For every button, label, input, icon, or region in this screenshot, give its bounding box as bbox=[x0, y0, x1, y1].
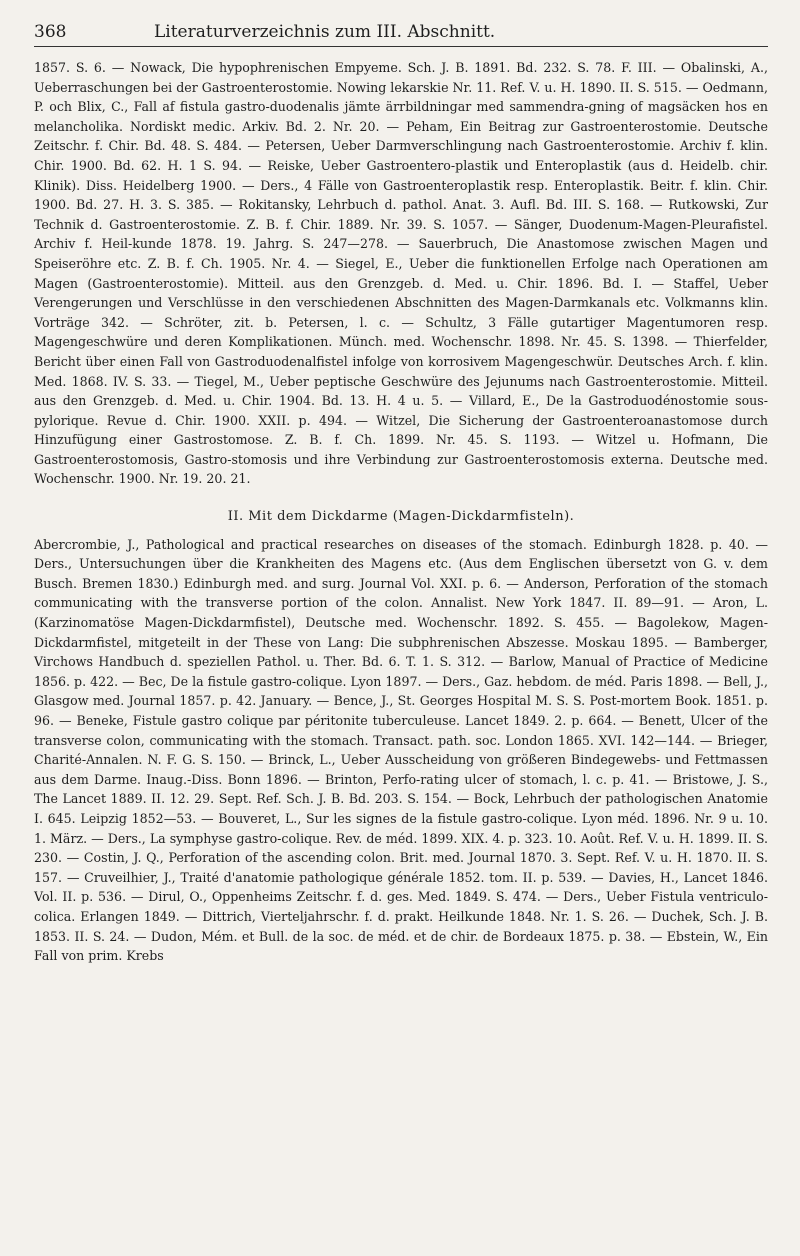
running-title: Literaturverzeichnis zum III. Abschnitt. bbox=[154, 22, 496, 42]
page-header bbox=[34, 16, 768, 47]
bibliography-paragraph-2: Abercrombie, J., Pathological and practical researches on diseases of the stomach. Edinburgh 1828. p. 40. — Ders., Untersuchungen über die Krankheiten des Magens etc. (Aus dem Englischen übersetzt von G. v. dem Busch. Bremen 1830.) Edinburgh med. and surg. Journal Vol. XXI. p. 6. — Anderson, Perforation of the stomach communicating with the transverse portion of the colon. Annalist. New York 1847. II. 89—91. — Aron, L. (Karzinomatöse Magen-Dickdarmfistel), Deutsche med. Wochenschr. 1892. S. 455. — Bagolekow, Magen-Dickdarmfistel, mitgeteilt in der These von Lang: Die subphrenischen Abszesse. Moskau 1895. — Bamberger, Virchows Handbuch d. speziellen Pathol. u. Ther. Bd. 6. T. 1. S. 312. — Barlow, Manual of Practice of Medicine 1856. p. 422. — Bec, De la fistule gastro-colique. Lyon 1897. — Ders., Gaz. hebdom. de méd. Paris 1898. — Bell, J., Glasgow med. Journal 1857. p. 42. January. — Bence, J., St. Georges Hospital M. S. S. Post-mortem Book. 1851. p. 96. — Beneke, Fistule gastro colique par péritonite tuberculeuse. Lancet 1849. 2. p. 664. — Benett, Ulcer of the transverse colon, communicating with the stomach. Transact. path. soc. London 1865. XVI. 142—144. — Brieger, Charité-Annalen. N. F. G. S. 150. — Brinck, L., Ueber Ausscheidung von größeren Bindegewebs- und Fettmassen aus dem Darme. Inaug.-Diss. Bonn 1896. — Brinton, Perfo-rating ulcer of stomach, l. c. p. 41. — Bristowe, J. S., The Lancet 1889. II. 12. 29. Sept. Ref. Sch. J. B. Bd. 203. S. 154. — Bock, Lehrbuch der pathologischen Anatomie I. 645. Leipzig 1852—53. — Bouveret, L., Sur les signes de la fistule gastro-colique. Lyon méd. 1896. Nr. 9 u. 10. 1. März. — Ders., La symphyse gastro-colique. Rev. de méd. 1899. XIX. 4. p. 323. 10. Août. Ref. V. u. H. 1899. II. S. 230. — Costin, J. Q., Perforation of the ascending colon. Brit. med. Journal 1870. 3. Sept. Ref. V. u. H. 1870. II. S. 157. — Cruveilhier, J., Traité d'anatomie pathologique générale 1852. tom. II. p. 539. — Davies, H., Lancet 1846. Vol. II. p. 536. — Dirul, O., Oppenheims Zeitschr. f. d. ges. Med. 1849. S. 474. — Ders., Ueber Fistula ventriculo-colica. Erlangen 1849. — Dittrich, Vierteljahrschr. f. d. prakt. Heilkunde 1848. Nr. 1. S. 26. — Duchek, Sch. J. B. 1853. II. S. 24. — Dudon, Mém. et Bull. de la soc. de méd. et de chir. de Bordeaux 1875. p. 38. — Ebstein, W., Ein Fall von prim. Krebs bbox=[34, 536, 768, 964]
page-body bbox=[34, 58, 768, 966]
bibliography-paragraph-1: 1857. S. 6. — Nowack, Die hypophrenischen Empyeme. Sch. J. B. 1891. Bd. 232. S. 78. F. III. — Obalinski, A., Ueberraschungen bei der Gastroenterostomie. Nowing lekarskie Nr. 11. Ref. V. u. H. 1890. II. S. 515. — Oedmann, P. och Blix, C., Fall af fistula gastro-duodenalis jämte ärrbildningar med sammendra-gning of magsäcken hos en melancholika. Nordiskt medic. Arkiv. Bd. 2. Nr. 20. — Peham, Ein Beitrag zur Gastroenterostomie. Deutsche Zeitschr. f. Chir. Bd. 48. S. 484. — Petersen, Ueber Darmverschlingung nach Gastroenterostomie. Archiv f. klin. Chir. 1900. Bd. 62. H. 1 S. 94. — Reiske, Ueber Gastroentero-plastik und Enteroplastik (aus d. Heidelb. chir. Klinik). Diss. Heidelberg 1900. — Ders., 4 Fälle von Gastroenteroplastik resp. Enteroplastik. Beitr. f. klin. Chir. 1900. Bd. 27. H. 3. S. 385. — Rokitansky, Lehrbuch d. pathol. Anat. 3. Aufl. Bd. III. S. 168. — Rutkowski, Zur Technik d. Gastroenterostomie. Z. B. f. Chir. 1889. Nr. 39. S. 1057. — Sänger, Duodenum-Magen-Pleurafistel. Archiv f. Heil-kunde 1878. 19. Jahrg. S. 247—278. — Sauerbruch, Die Anastomose zwischen Magen und Speiseröhre etc. Z. B. f. Ch. 1905. Nr. 4. — Siegel, E., Ueber die funktionellen Erfolge nach Operationen am Magen (Gastroenterostomie). Mitteil. aus den Grenzgeb. d. Med. u. Chir. 1896. Bd. I. — Staffel, Ueber Verengerungen und Verschlüsse in den verschiedenen Abschnitten des Magen-Darmkanals etc. Volkmanns klin. Vorträge 342. — Schröter, zit. b. Petersen, l. c. — Schultz, 3 Fälle gutartiger Magentumoren resp. Magengeschwüre und deren Komplikationen. Münch. med. Wochenschr. 1898. Nr. 45. S. 1398. — Thierfelder, Bericht über einen Fall von Gastroduodenalfistel infolge von korrosivem Magengeschwür. Deutsches Arch. f. klin. Med. 1868. IV. S. 33. — Tiegel, M., Ueber peptische Geschwüre des Jejunums nach Gastroenterostomie. Mitteil. aus den Grenzgeb. d. Med. u. Chir. 1904. Bd. 13. H. 4 u. 5. — Villard, E., De la Gastroduodénostomie sous-pylorique. Revue d. Chir. 1900. XXII. p. 494. — Witzel, Die Sicherung der Gastroenteroanastomose durch Hinzufügung einer Gastrostomose. Z. B. f. Ch. 1899. Nr. 45. S. 1193. — Witzel u. Hofmann, Die Gastroenterostomosis, Gastro-stomosis und ihre Verbindung zur Gastroenterostomosis externa. Deutsche med. Wochenschr. 1900. Nr. 19. 20. 21. bbox=[34, 60, 768, 487]
page-number: 368 bbox=[34, 22, 67, 42]
section-heading: II. Mit dem Dickdarme (Magen-Dickdarmfisteln). bbox=[227, 509, 575, 525]
